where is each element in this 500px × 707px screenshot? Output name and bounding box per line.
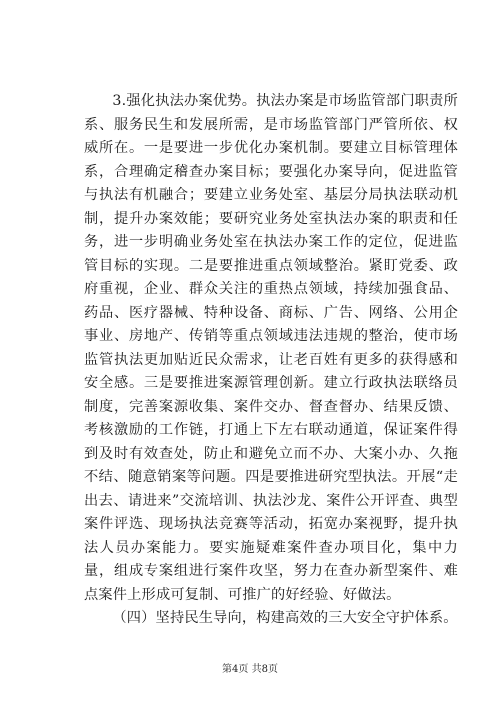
paragraph-law-enforcement: 3.强化执法办案优势。执法办案是市场监管部门职责所系、服务民生和发展所需，是市场监管部门严管所依、权威所在。一是要进一步优化办案机制。要建立目标管理体系，合理确定稽查办案目标；要强化办案导向，促进监管与执法有机融合；要建立业务处室、基层分局执法联动机制，提升办案效能；要研究业务处室执法办案的职责和任务，进一步明确业务处室在执法办案工作的定位，促进监管目标的实现。二是要推进重点领域整治。紧盯党委、政府重视，企业、群众关注的重热点领域，持续加强食品、药品、医疗器械、特种设备、商标、广告、网络、公用企事业、房地产、传销等重点领域违法违规的整治，使市场监管执法更加贴近民众需求，让老百姓有更多的获得感和安全感。三是要推进案源管理创新。建立行政执法联络员制度，完善案源收集、案件交办、督查督办、结果反馈、考核激励的工作链，打通上下左右联动通道，保证案件得到及时有效查处，防止和避免立而不办、大案小办、久拖不结、随意销案等问题。四是要推进研究型执法。开展“走出去、请进来”交流培训、执法沙龙、案件公开评查、典型案件评选、现场执法竞赛等活动，拓宽办案视野，提升执法人员办案能力。要实施疑难案件查办项目化，集中力量，组成专案组进行案件攻坚，努力在查办新型案件、难点案件上形成可复制、可推广的好经验、好做法。 <box>84 93 458 603</box>
page-footer: 第4页 共8页 <box>222 664 278 675</box>
document-body <box>84 90 458 631</box>
paragraph-section-four-heading: （四）坚持民生导向，构建高效的三大安全守护体系。 <box>112 610 458 626</box>
